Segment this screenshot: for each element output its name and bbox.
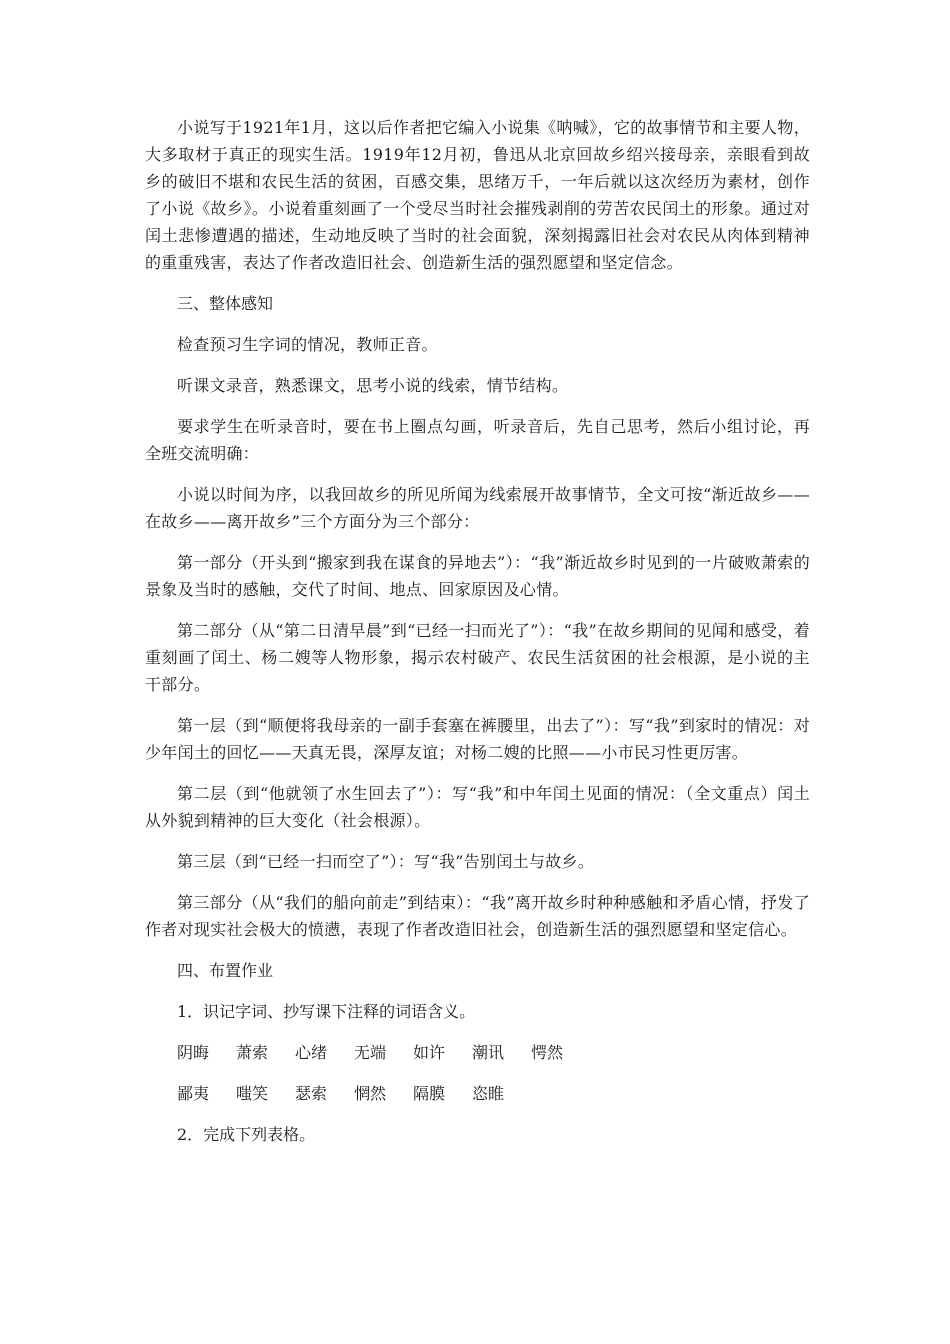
paragraph-layer-two: 第二层（到“他就领了水生回去了”）：写“我”和中年闰土见面的情况：（全文重点）闰土从外貌到精神的巨大变化（社会根源）。 — [145, 784, 810, 830]
vocab-word: 嗤笑 — [236, 1084, 269, 1103]
vocab-word: 愕然 — [531, 1043, 564, 1062]
paragraph-check-vocab: 检查预习生字词的情况，教师正音。 — [177, 335, 438, 354]
vocab-word: 萧索 — [236, 1043, 269, 1062]
vocab-word: 如许 — [413, 1043, 446, 1062]
vocab-word-row — [145, 1039, 810, 1066]
paragraph-layer-one: 第一层（到“顺便将我母亲的一副手套塞在裤腰里，出去了”）：写“我”到家时的情况：对少年闰土的回忆——天真无畏，深厚友谊；对杨二嫂的比照——小市民习性更厉害。 — [145, 716, 810, 762]
paragraph-listen-recording: 听课文录音，熟悉课文，思考小说的线索，情节结构。 — [177, 376, 569, 395]
section-heading-overview: 三、整体感知 — [177, 294, 274, 313]
vocab-word-row — [145, 1080, 810, 1107]
paragraph-part-two: 第二部分（从“第二日清早晨”到“已经一扫而光了”）：“我”在故乡期间的见闻和感受，着重刻画了闰土、杨二嫂等人物形象，揭示农村破产、农民生活贫困的社会根源，是小说的主干部分。 — [145, 621, 810, 694]
vocab-word: 瑟索 — [295, 1084, 328, 1103]
vocab-word: 隔膜 — [413, 1084, 446, 1103]
vocab-word: 潮讯 — [472, 1043, 505, 1062]
vocab-word: 阴晦 — [177, 1043, 210, 1062]
paragraph-part-three: 第三部分（从“我们的船向前走”到结束）：“我”离开故乡时种种感触和矛盾心情，抒发了作者对现实社会极大的愤懑，表现了作者改造旧社会，创造新生活的强烈愿望和坚定信心。 — [145, 893, 810, 939]
homework-task-one: 1．识记字词、抄写课下注释的词语含义。 — [177, 1002, 476, 1021]
vocab-word: 惘然 — [354, 1084, 387, 1103]
document-page — [145, 114, 810, 1162]
vocab-word: 心绪 — [295, 1043, 328, 1062]
homework-task-two: 2．完成下列表格。 — [177, 1125, 316, 1144]
paragraph-layer-three: 第三层（到“已经一扫而空了”）：写“我”告别闰土与故乡。 — [177, 852, 595, 871]
section-heading-homework: 四、布置作业 — [177, 961, 274, 980]
paragraph-structure: 小说以时间为序，以我回故乡的所见所闻为线索展开故事情节，全文可按“渐近故乡——在故乡——离开故乡”三个方面分为三个部分： — [145, 485, 810, 531]
vocab-word: 无端 — [354, 1043, 387, 1062]
paragraph-part-one: 第一部分（开头到“搬家到我在谋食的异地去”）：“我”渐近故乡时见到的一片破败萧索的景象及当时的感触，交代了时间、地点、回家原因及心情。 — [145, 553, 810, 599]
vocab-word: 鄙夷 — [177, 1084, 210, 1103]
paragraph-requirements: 要求学生在听录音时，要在书上圈点勾画，听录音后，先自己思考，然后小组讨论，再全班交流明确： — [145, 417, 810, 463]
vocab-word: 恣睢 — [472, 1084, 505, 1103]
intro-paragraph: 小说写于1921年1月，这以后作者把它编入小说集《呐喊》，它的故事情节和主要人物，大多取材于真正的现实生活。1919年12月初，鲁迅从北京回故乡绍兴接母亲，亲眼看到故乡的破旧不堪和农民生活的贫困，百感交集，思绪万千，一年后就以这次经历为素材，创作了小说《故乡》。小说着重刻画了一个受尽当时社会摧残剥削的劳苦农民闰土的形象。通过对闰土悲惨遭遇的描述，生动地反映了当时的社会面貌，深刻揭露旧社会对农民从肉体到精神的重重残害，表达了作者改造旧社会、创造新生活的强烈愿望和坚定信念。 — [145, 118, 810, 272]
